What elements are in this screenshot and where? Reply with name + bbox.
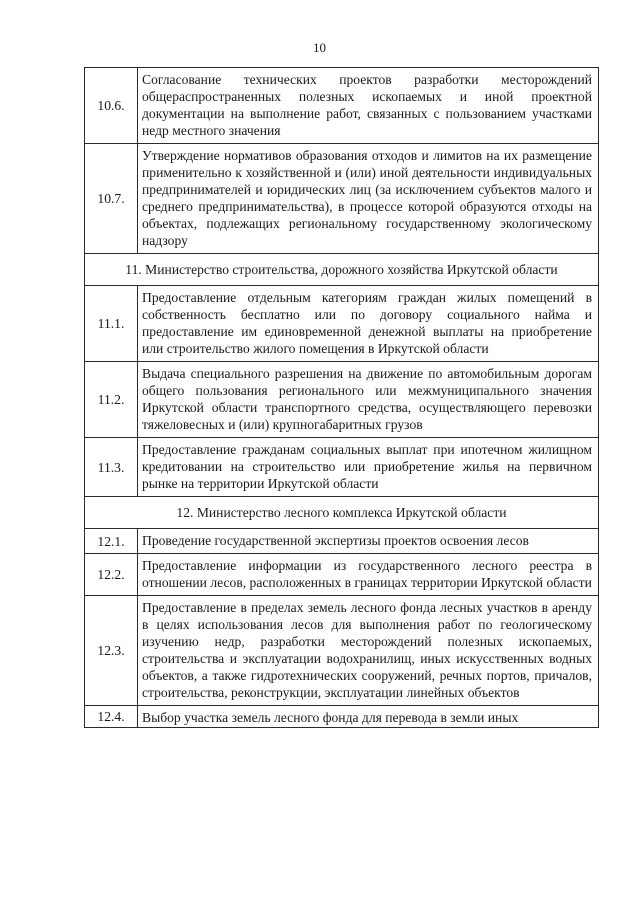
table-row [85,144,599,254]
page-number: 10 [313,40,326,55]
row-text: Предоставление отдельным категориям граждан жилых помещений в собственность бесплатно или по договору социального найма и предоставление им единовременной денежной выплаты на приобретение или строительство жилого помещения в Иркутской области [138,286,599,362]
section-heading: 11. Министерство строительства, дорожного хозяйства Иркутской области [85,254,599,286]
row-number: 11.2. [85,362,138,438]
row-number: 12.2. [85,554,138,596]
row-text: Выбор участка земель лесного фонда для перевода в земли иных [138,706,599,728]
row-number: 11.3. [85,438,138,497]
row-text: Предоставление информации из государственного лесного реестра в отношении лесов, расположенных в границах территории Иркутской области [138,554,599,596]
table-row [85,286,599,362]
row-text: Утверждение нормативов образования отходов и лимитов на их размещение применительно к хозяйственной и (или) иной деятельности индивидуальных предпринимателей и юридических лиц (за исключением субъектов малого и среднего предпринимательства), в процессе которой образуются отходы на объектах, подлежащих региональному государственному экологическому надзору [138,144,599,254]
row-text: Согласование технических проектов разработки месторождений общераспространенных полезных ископаемых и иной проектной документации на выполнение работ, связанных с пользованием участками недр местного значения [138,68,599,144]
row-number: 10.6. [85,68,138,144]
row-number: 12.4. [85,706,138,728]
row-number: 12.1. [85,529,138,554]
services-table [84,67,599,728]
table-row [85,529,599,554]
row-number: 11.1. [85,286,138,362]
section-row [85,254,599,286]
table-row [85,362,599,438]
row-text: Предоставление гражданам социальных выплат при ипотечном жилищном кредитовании на строительство или приобретение жилья на первичном рынке на территории Иркутской области [138,438,599,497]
row-text: Проведение государственной экспертизы проектов освоения лесов [138,529,599,554]
table-row [85,554,599,596]
section-row [85,497,599,529]
row-number: 10.7. [85,144,138,254]
table-row [85,438,599,497]
row-number: 12.3. [85,596,138,706]
table-row [85,706,599,728]
table-row [85,596,599,706]
row-text: Предоставление в пределах земель лесного фонда лесных участков в аренду в целях использования лесов для выполнения работ по геологическому изучению недр, разработки месторождений полезных ископаемых, строительства и эксплуатации водохранилищ, иных искусственных водных объектов, а также гидротехнических сооружений, речных портов, причалов, строительства, реконструкции, эксплуатации линейных объектов [138,596,599,706]
section-heading: 12. Министерство лесного комплекса Иркутской области [85,497,599,529]
row-text: Выдача специального разрешения на движение по автомобильным дорогам общего пользования регионального или межмуниципального значения Иркутской области транспортного средства, осуществляющего перевозки тяжеловесных и (или) крупногабаритных грузов [138,362,599,438]
table-row [85,68,599,144]
